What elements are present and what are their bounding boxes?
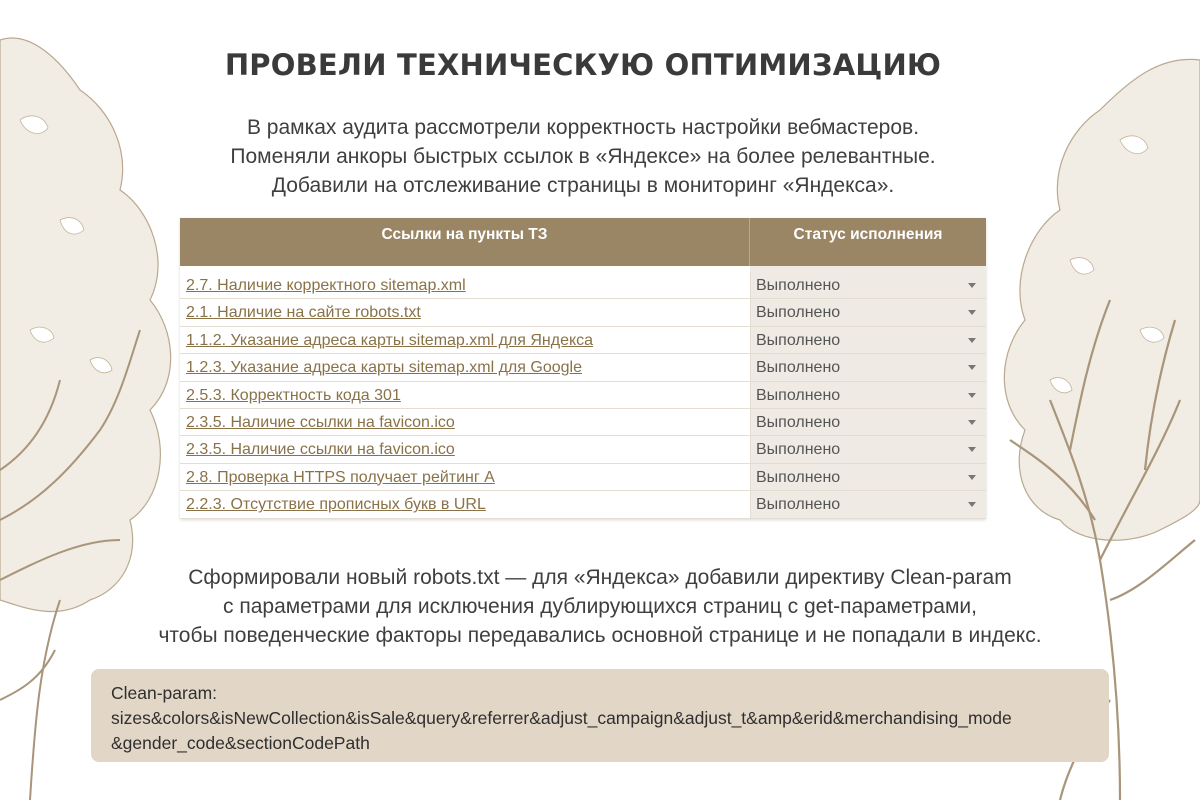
- code-line: &gender_code&sectionCodePath: [111, 733, 370, 753]
- status-select[interactable]: [750, 436, 986, 462]
- status-value: Выполнено: [756, 277, 841, 294]
- requirement-link[interactable]: 2.7. Наличие корректного sitemap.xml: [186, 277, 466, 294]
- status-value: Выполнено: [756, 386, 841, 404]
- requirement-link[interactable]: 2.8. Проверка HTTPS получает рейтинг A: [186, 468, 495, 486]
- chevron-down-icon: [968, 447, 976, 452]
- chevron-down-icon: [968, 393, 976, 398]
- clean-param-code-block: [91, 669, 1109, 762]
- requirement-link[interactable]: 1.1.2. Указание адреса карты sitemap.xml для Яндекса: [186, 331, 594, 349]
- status-select[interactable]: [750, 327, 986, 353]
- page-title: ПРОВЕЛИ ТЕХНИЧЕСКУЮ ОПТИМИЗАЦИЮ: [224, 48, 942, 82]
- header-status: Статус исполнения: [793, 226, 943, 243]
- status-select[interactable]: [750, 409, 986, 435]
- table-row: [180, 491, 986, 518]
- chevron-down-icon: [968, 502, 976, 507]
- status-value: Выполнено: [756, 468, 841, 486]
- status-select[interactable]: [750, 272, 986, 298]
- requirements-table: [180, 218, 986, 519]
- table-row: [180, 436, 986, 463]
- code-line: Clean-param:: [111, 683, 218, 703]
- status-value: Выполнено: [756, 359, 841, 377]
- requirement-link[interactable]: 2.1. Наличие на сайте robots.txt: [186, 304, 421, 322]
- table-row: [180, 299, 986, 326]
- intro-line: Поменяли анкоры быстрых ссылок в «Яндексе» на более релевантные.: [230, 145, 936, 168]
- outro-line: Сформировали новый robots.txt — для «Яндекса» добавили директиву Clean-param: [188, 566, 1012, 589]
- chevron-down-icon: [968, 338, 976, 343]
- code-line: sizes&colors&isNewCollection&isSale&query&referrer&adjust_campaign&adjust_t&amp&erid&merchandising_mode: [111, 708, 1012, 728]
- chevron-down-icon: [968, 420, 976, 425]
- table-row: [180, 272, 986, 299]
- status-select[interactable]: [750, 382, 986, 408]
- chevron-down-icon: [968, 365, 976, 370]
- table-row: [180, 354, 986, 381]
- status-select[interactable]: [750, 354, 986, 380]
- requirement-link[interactable]: 2.5.3. Корректность кода 301: [186, 386, 401, 404]
- status-select[interactable]: [750, 299, 986, 325]
- table-row: [180, 409, 986, 436]
- status-select[interactable]: [750, 491, 986, 517]
- requirement-link[interactable]: 1.2.3. Указание адреса карты sitemap.xml для Google: [186, 359, 582, 377]
- table-row: [180, 464, 986, 491]
- header-links: Ссылки на пункты ТЗ: [180, 218, 750, 266]
- table-row: [180, 327, 986, 354]
- status-value: Выполнено: [756, 304, 841, 322]
- chevron-down-icon: [968, 283, 976, 288]
- intro-line: Добавили на отслеживание страницы в мониторинг «Яндекса».: [271, 174, 895, 197]
- chevron-down-icon: [968, 475, 976, 480]
- table-row: [180, 382, 986, 409]
- outro-line: чтобы поведенческие факторы передавались основной странице и не попадали в индекс.: [158, 624, 1042, 647]
- outro-line: с параметрами для исключения дублирующихся страниц с get-параметрами,: [223, 595, 977, 618]
- status-value: Выполнено: [756, 331, 841, 349]
- table-header: [180, 218, 986, 266]
- status-value: Выполнено: [756, 441, 841, 459]
- requirement-link[interactable]: 2.3.5. Наличие ссылки на favicon.ico: [186, 441, 455, 459]
- intro-text: [150, 113, 1016, 200]
- requirement-link[interactable]: 2.2.3. Отсутствие прописных букв в URL: [186, 496, 486, 514]
- outro-text: [110, 563, 1090, 650]
- requirement-link[interactable]: 2.3.5. Наличие ссылки на favicon.ico: [186, 413, 455, 431]
- chevron-down-icon: [968, 310, 976, 315]
- status-value: Выполнено: [756, 496, 841, 514]
- status-value: Выполнено: [756, 413, 841, 431]
- status-select[interactable]: [750, 464, 986, 490]
- intro-line: В рамках аудита рассмотрели корректность настройки вебмастеров.: [246, 116, 920, 139]
